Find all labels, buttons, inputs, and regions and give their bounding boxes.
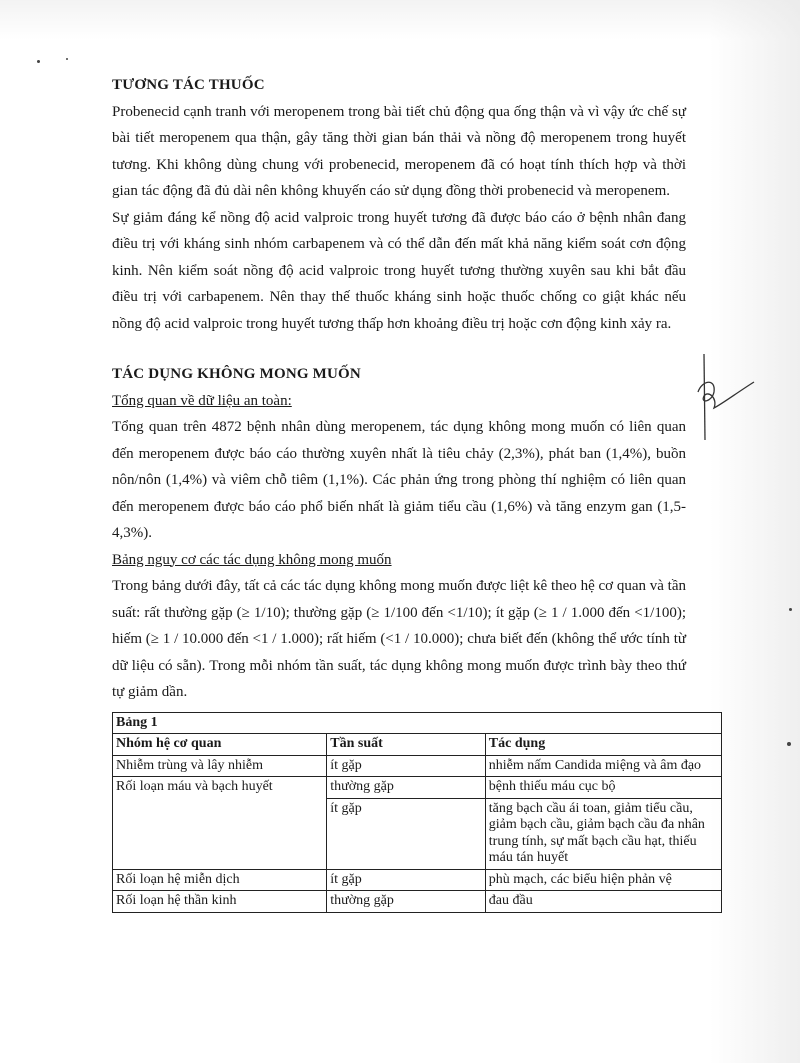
cell-frequency: ít gặp: [327, 869, 486, 891]
scan-speck: [789, 608, 792, 611]
cell-organ: Rối loạn hệ miễn dịch: [113, 869, 327, 891]
adverse-effects-table: [112, 712, 722, 913]
table-row: [113, 777, 722, 799]
table-row: [113, 891, 722, 913]
scan-edge-shade: [710, 0, 800, 1063]
table-row: [113, 869, 722, 891]
cell-effect: đau đầu: [485, 891, 721, 913]
cell-organ: Rối loạn máu và bạch huyết: [113, 777, 327, 870]
subheading-safety-overview: Tổng quan về dữ liệu an toàn:: [112, 392, 292, 409]
column-header-effect: Tác dụng: [485, 734, 721, 756]
table-caption-row: [113, 712, 722, 734]
table-caption: Bảng 1: [113, 712, 722, 734]
document-body: [112, 72, 705, 913]
section-gap: [112, 337, 686, 361]
scan-speck: [787, 742, 791, 746]
paragraph-valproic-acid: Sự giảm đáng kể nồng độ acid valproic trong huyết tương đã được báo cáo ở bệnh nhân đang điều trị với kháng sinh nhóm carbapenem và có thể dẫn đến mất khả năng kiểm soát cơn động kinh. Nên kiểm soát nồng độ acid valproic trong huyết tương thường xuyên sau khi bắt đầu điều trị với carbapenem. Nên thay thế thuốc kháng sinh hoặc thuốc chống co giật khác nếu nồng độ acid valproic trong huyết tương thấp hơn khoảng điều trị hoặc cơn động kinh xảy ra.: [112, 209, 686, 332]
cell-organ: Nhiễm trùng và lây nhiễm: [113, 755, 327, 777]
paragraph-frequency-definitions: Trong bảng dưới đây, tất cả các tác dụng không mong muốn được liệt kê theo hệ cơ quan và tần suất: rất thường gặp (≥ 1/10); thường gặp (≥ 1/100 đến <1/10); ít gặp (≥ 1 / 1.000 đến <1/100); hiếm (≥ 1 / 10.000 đến <1 / 1.000); rất hiếm (<1 / 10.000); chưa biết đến (không thể ước tính từ dữ liệu có sẵn). Trong mỗi nhóm tần suất, tác dụng không mong muốn được trình bày theo thứ tự giảm dần.: [112, 578, 686, 700]
scan-top-shade: [0, 0, 800, 40]
section-heading-adverse-effects: TÁC DỤNG KHÔNG MONG MUỐN: [112, 366, 361, 382]
column-header-organ: Nhóm hệ cơ quan: [113, 734, 327, 756]
cell-frequency: thường gặp: [327, 777, 486, 799]
cell-effect: bệnh thiếu máu cục bộ: [485, 777, 721, 799]
scan-speck: [66, 58, 68, 60]
cell-organ: Rối loạn hệ thần kinh: [113, 891, 327, 913]
paragraph-safety-overview: Tổng quan trên 4872 bệnh nhân dùng meropenem, tác dụng không mong muốn có liên quan đến meropenem được báo cáo thường xuyên nhất là tiêu chảy (2,3%), phát ban (1,4%), buồn nôn/nôn (1,4%) và viêm chỗ tiêm (1,1%). Các phản ứng trong phòng thí nghiệm có liên quan đến meropenem được báo cáo phổ biến nhất là giảm tiểu cầu (1,6%) và tăng enzym gan (1,5-4,3%).: [112, 419, 686, 541]
column-header-frequency: Tần suất: [327, 734, 486, 756]
cell-frequency: thường gặp: [327, 891, 486, 913]
table-header-row: [113, 734, 722, 756]
cell-effect: tăng bạch cầu ái toan, giảm tiểu cầu, giảm bạch cầu, giảm bạch cầu đa nhân trung tính, sự mất bạch cầu hạt, thiếu máu tán huyết: [485, 798, 721, 869]
cell-frequency: ít gặp: [327, 798, 486, 869]
cell-effect: nhiễm nấm Candida miệng và âm đạo: [485, 755, 721, 777]
section-heading-drug-interactions: TƯƠNG TÁC THUỐC: [112, 77, 265, 93]
table-row: [113, 755, 722, 777]
cell-effect: phù mạch, các biểu hiện phản vệ: [485, 869, 721, 891]
subheading-risk-table: Bảng nguy cơ các tác dụng không mong muốn: [112, 551, 392, 568]
handwritten-signature: [692, 352, 756, 444]
scan-speck: [37, 60, 40, 63]
cell-frequency: ít gặp: [327, 755, 486, 777]
paragraph-probenecid: Probenecid cạnh tranh với meropenem trong bài tiết chủ động qua ống thận và vì vậy ức chế sự bài tiết meropenem qua thận, gây tăng thời gian bán thải và nồng độ meropenem trong huyết tương. Khi không dùng chung với probenecid, meropenem đã có hoạt tính thích hợp và thời gian tác động đã đủ dài nên không khuyến cáo sử dụng đồng thời probenecid và meropenem.: [112, 103, 686, 199]
